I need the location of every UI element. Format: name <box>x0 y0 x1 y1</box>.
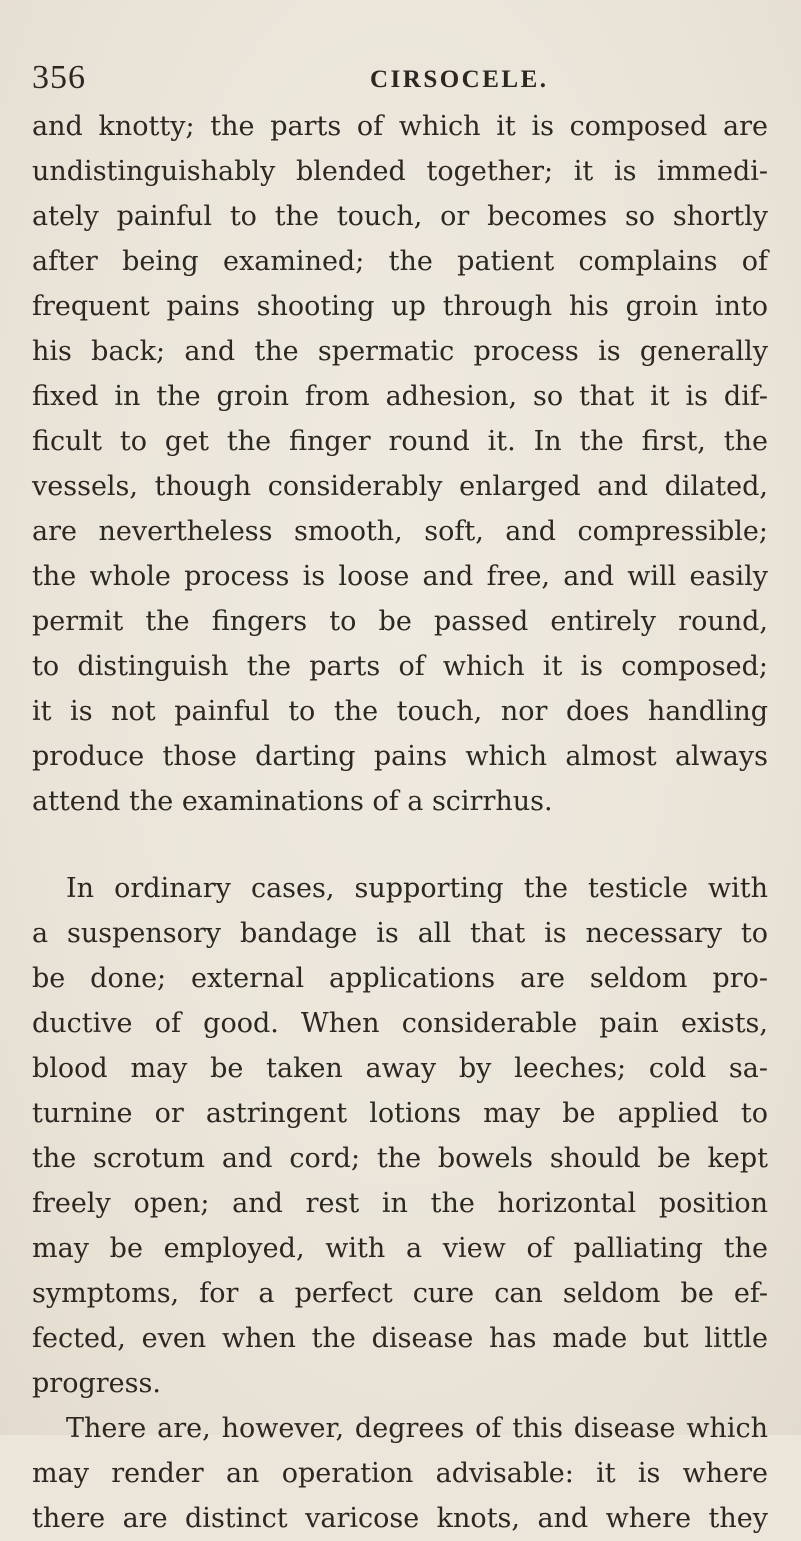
text-line: may render an operation advisable: it is where <box>32 1458 768 1489</box>
text-line: after being examined; the patient complains of <box>32 246 768 277</box>
text-line: symptoms, for a perfect cure can seldom be ef- <box>32 1278 768 1309</box>
text-line: ately painful to the touch, or becomes so shortly <box>32 201 768 232</box>
running-head: CIRSOCELE. <box>370 66 549 93</box>
text-line: permit the fingers to be passed entirely round, <box>32 606 768 637</box>
text-line: There are, however, degrees of this disease which <box>66 1413 768 1444</box>
text-line: attend the examinations of a scirrhus. <box>32 786 553 817</box>
text-line: produce those darting pains which almost always <box>32 741 768 772</box>
text-line: ficult to get the finger round it. In the first, the <box>32 426 768 457</box>
text-line: and knotty; the parts of which it is composed are <box>32 111 768 142</box>
text-line: fected, even when the disease has made but little <box>32 1323 768 1354</box>
text-line: the whole process is loose and free, and will easily <box>32 561 768 592</box>
text-line: be done; external applications are seldom pro- <box>32 963 768 994</box>
text-line: In ordinary cases, supporting the testicle with <box>66 873 768 904</box>
text-line: a suspensory bandage is all that is necessary to <box>32 918 768 949</box>
text-line: are nevertheless smooth, soft, and compressible; <box>32 516 768 547</box>
text-line: to distinguish the parts of which it is composed; <box>32 651 768 682</box>
text-line: blood may be taken away by leeches; cold sa- <box>32 1053 768 1084</box>
text-line: vessels, though considerably enlarged and dilated, <box>32 471 768 502</box>
text-line: ductive of good. When considerable pain exists, <box>32 1008 768 1039</box>
text-line: may be employed, with a view of palliating the <box>32 1233 768 1264</box>
text-line: it is not painful to the touch, nor does handling <box>32 696 768 727</box>
text-line: freely open; and rest in the horizontal position <box>32 1188 768 1219</box>
page-header <box>0 58 801 98</box>
text-line: frequent pains shooting up through his groin into <box>32 291 768 322</box>
text-line: undistinguishably blended together; it is immedi- <box>32 156 768 187</box>
text-line: the scrotum and cord; the bowels should be kept <box>32 1143 768 1174</box>
page-number: 356 <box>32 59 86 96</box>
text-line: there are distinct varicose knots, and where they <box>32 1503 768 1534</box>
text-line: fixed in the groin from adhesion, so that it is dif- <box>32 381 768 412</box>
text-line: turnine or astringent lotions may be applied to <box>32 1098 768 1129</box>
text-line: his back; and the spermatic process is generally <box>32 336 768 367</box>
text-line: progress. <box>32 1368 161 1399</box>
